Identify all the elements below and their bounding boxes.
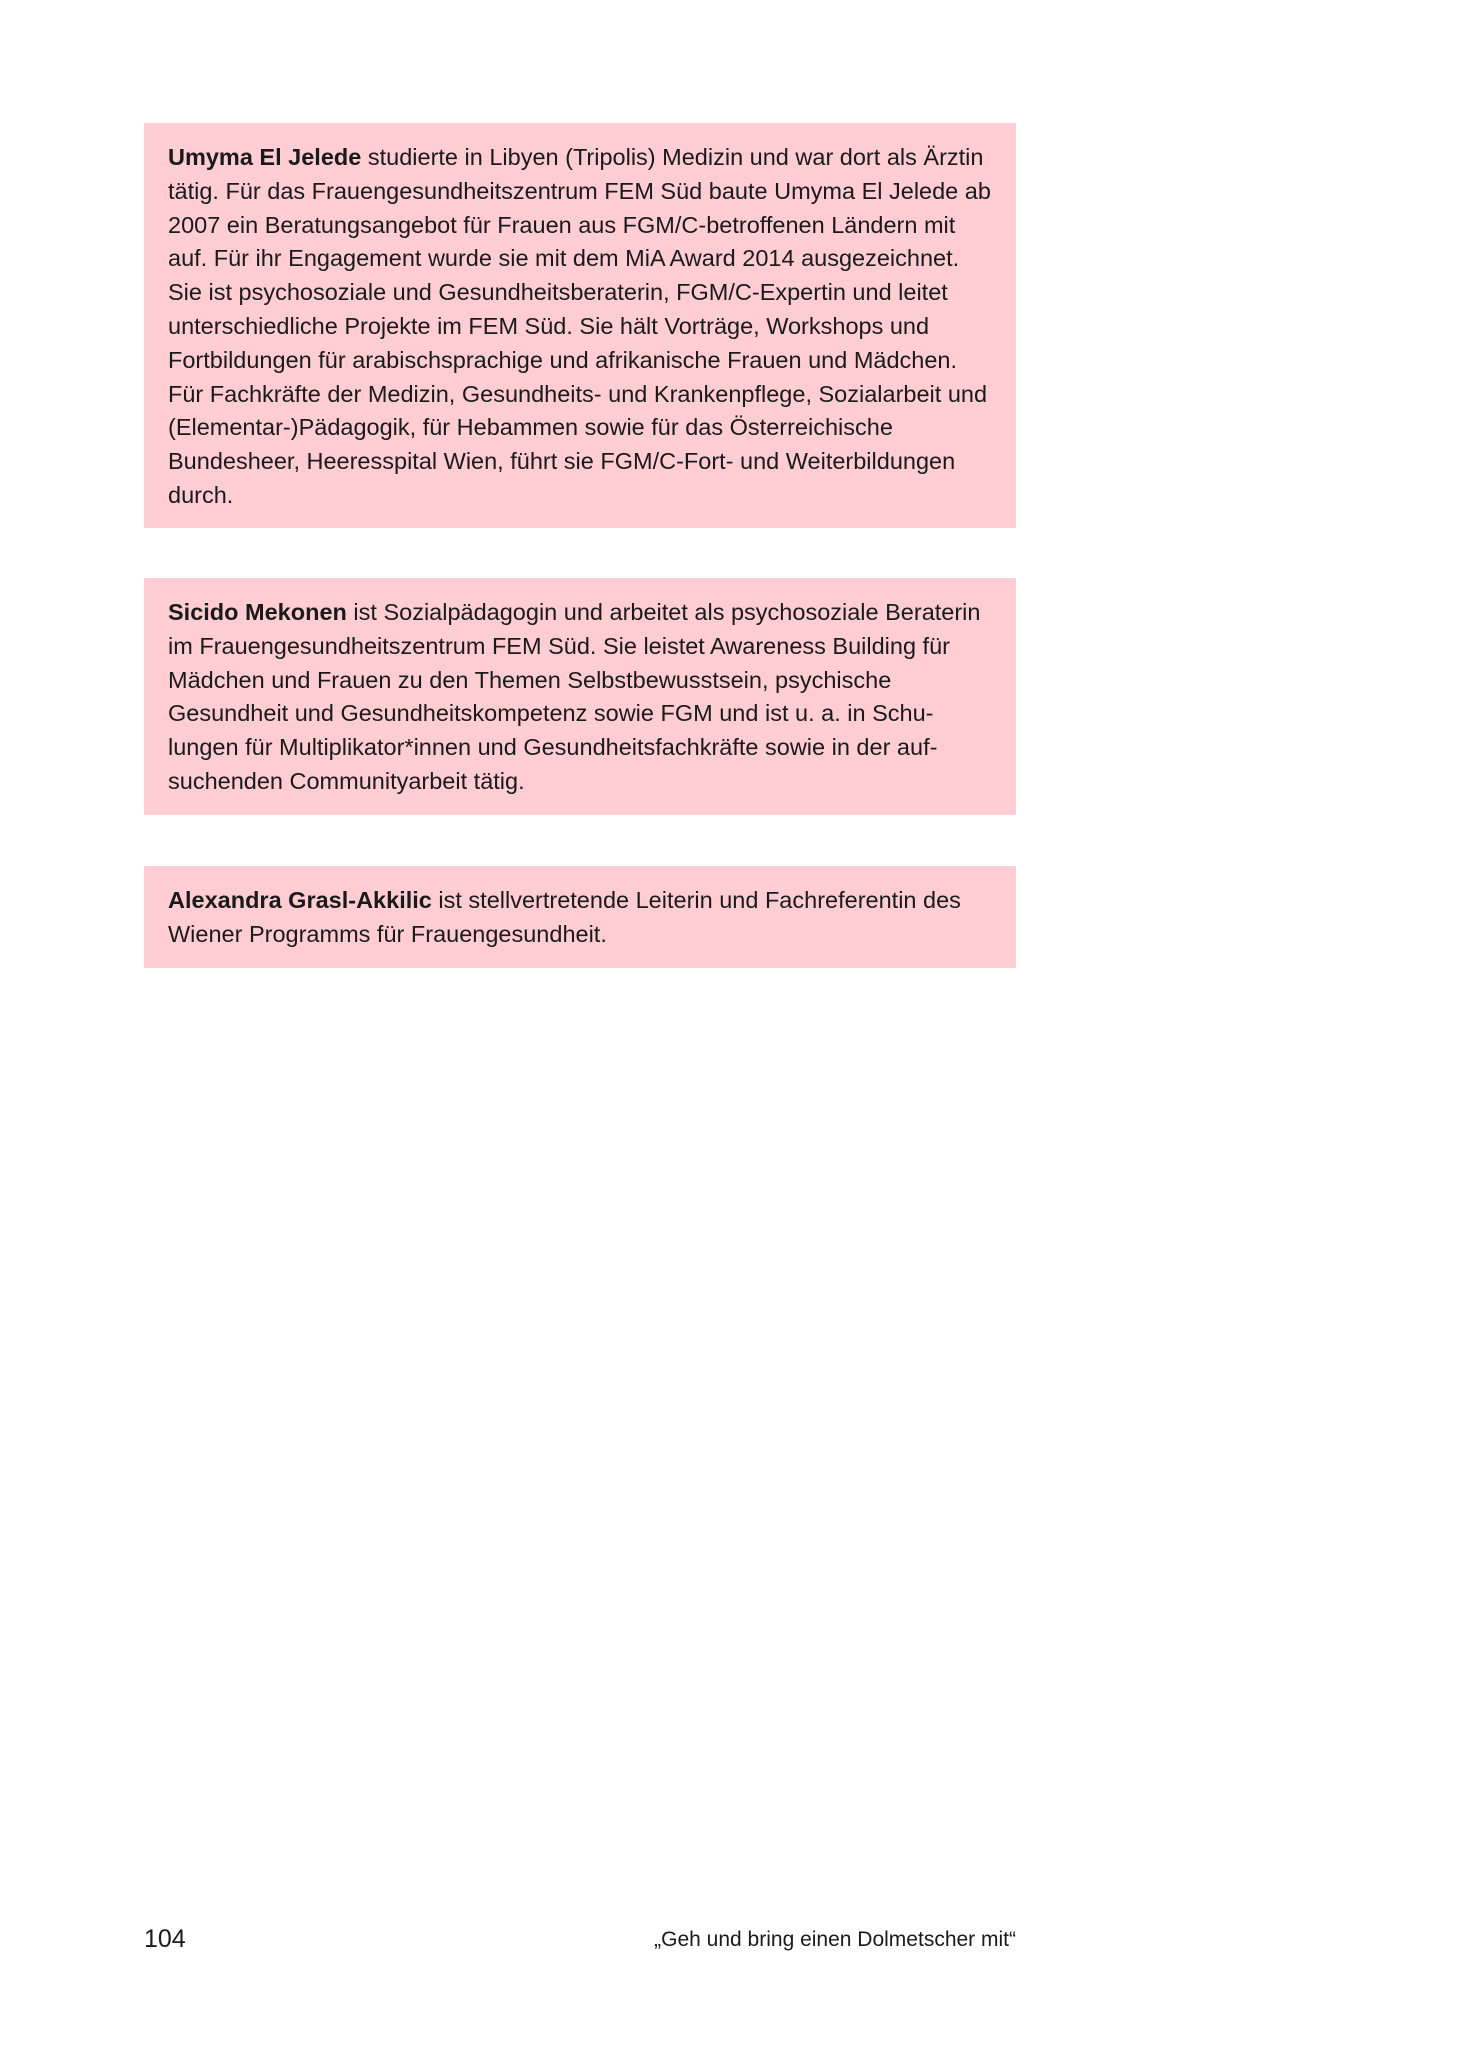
bio-name: Umyma El Jelede	[168, 144, 362, 170]
bio-box-umyma-el-jelede	[144, 123, 1016, 528]
bio-text: ist stellvertretende Leiterin und Fachreferentin des Wiener Programms für Frauengesundheit.	[168, 887, 961, 947]
running-footer-title: „Geh und bring einen Dolmetscher mit“	[654, 1928, 1016, 1951]
bio-box-sicido-mekonen	[144, 578, 1016, 815]
bio-box-alexandra-grasl-akkilic	[144, 866, 1016, 968]
page-number: 104	[144, 1925, 186, 1953]
bio-text: ist Sozialpädagogin und arbeitet als psychosoziale Beraterin im Frauengesundheitszentrum FEM Süd. Sie leistet Awareness Building für Mädchen und Frauen zu den Themen Selbstbewusstsein, psychische Gesundheit und Gesundheitskompetenz sowie FGM und ist u. a. in Schulungen für Multiplikator*innen und Gesundheitsfachkräfte sowie in der aufsuchenden Communityarbeit tätig.	[168, 599, 981, 794]
bio-name: Alexandra Grasl-Akkilic	[168, 887, 432, 913]
bio-name: Sicido Mekonen	[168, 599, 347, 625]
bio-text: studierte in Libyen (Tripolis) Medizin und war dort als Ärztin tätig. Für das Frauengesundheitszentrum FEM Süd baute Umyma El Jelede ab 2007 ein Beratungsangebot für Frauen aus FGM/C-betroffenen Ländern mit auf. Für ihr Engagement wurde sie mit dem MiA Award 2014 ausgezeichnet. Sie ist psychosoziale und Gesundheitsberaterin, FGM/C-Expertin und leitet unterschiedliche Projekte im FEM Süd. Sie hält Vorträge, Workshops und Fortbildungen für arabischsprachige und afrikanische Frauen und Mädchen. Für Fachkräfte der Medizin, Gesundheits- und Krankenpflege, Sozialarbeit und (Elementar-)Pädagogik, für Hebammen sowie für das Österreichische Bundesheer, Heeresspital Wien, führt sie FGM/C-Fort- und Weiterbildungen durch.	[168, 144, 991, 508]
